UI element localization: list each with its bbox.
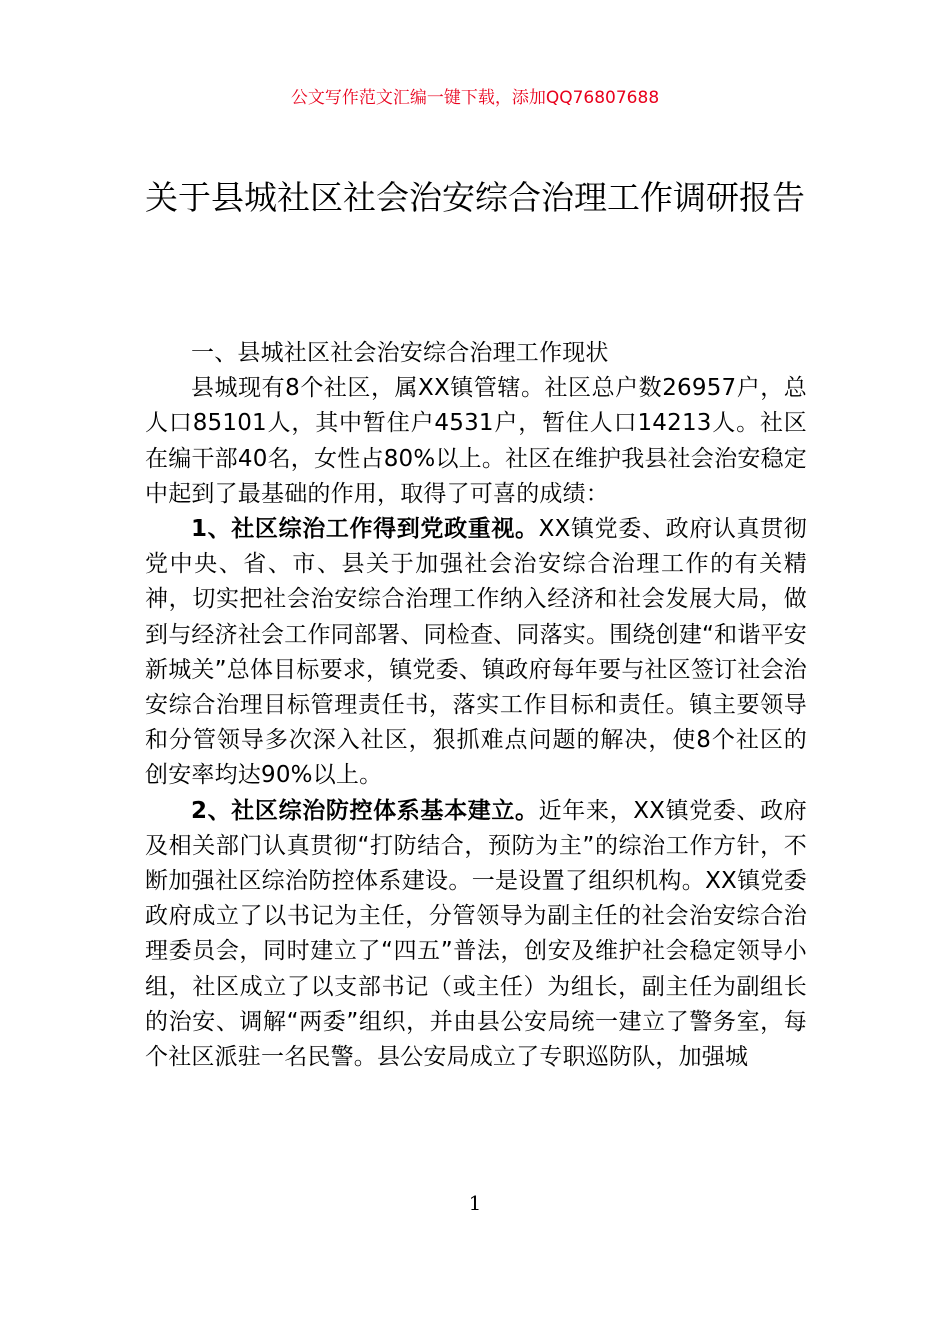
intro-paragraph: 县城现有8个社区，属XX镇管辖。社区总户数26957户，总人口85101人，其中暂住户4531户，暂住人口14213人。社区在编干部40名，女性占80%以上。社区在维护我县社会治安稳定中起到了最基础的作用，取得了可喜的成绩： <box>145 375 807 507</box>
point-1-text: XX镇党委、政府认真贯彻党中央、省、市、县关于加强社会治安综合治理工作的有关精神，切实把社会治安综合治理工作纳入经济和社会发展大局，做到与经济社会工作同部署、同检查、同落实。围绕创建“和谐平安新城关”总体目标要求，镇党委、镇政府每年要与社区签订社会治安综合治理目标管理责任书，落实工作目标和责任。镇主要领导和分管领导多次深入社区，狠抓难点问题的解决，使8个社区的创安率均达90%以上。 <box>145 516 807 789</box>
document-title: 关于县城社区社会治安综合治理工作调研报告 <box>145 178 805 217</box>
point-2-heading: 2、社区综治防控体系基本建立。 <box>191 797 539 824</box>
point-1-paragraph <box>145 512 807 794</box>
point-1-heading: 1、社区综治工作得到党政重视。 <box>191 516 539 543</box>
download-notice: 公文写作范文汇编一键下载，添加QQ76807688 <box>290 88 660 108</box>
document-body <box>145 336 807 1075</box>
point-2-paragraph <box>145 794 807 1076</box>
section-heading: 一、县城社区社会治安综合治理工作现状 <box>191 340 609 366</box>
page-number: 1 <box>468 1191 482 1215</box>
point-2-text: 近年来，XX镇党委、政府及相关部门认真贯彻“打防结合，预防为主”的综治工作方针，不断加强社区综治防控体系建设。一是设置了组织机构。XX镇党委政府成立了以书记为主任，分管领导为副主任的社会治安综合治理委员会，同时建立了“四五”普法，创安及维护社会稳定领导小组，社区成立了以支部书记（或主任）为组长，副主任为副组长的治安、调解“两委”组织，并由县公安局统一建立了警务室，每个社区派驻一名民警。县公安局成立了专职巡防队，加强城 <box>145 797 807 1071</box>
